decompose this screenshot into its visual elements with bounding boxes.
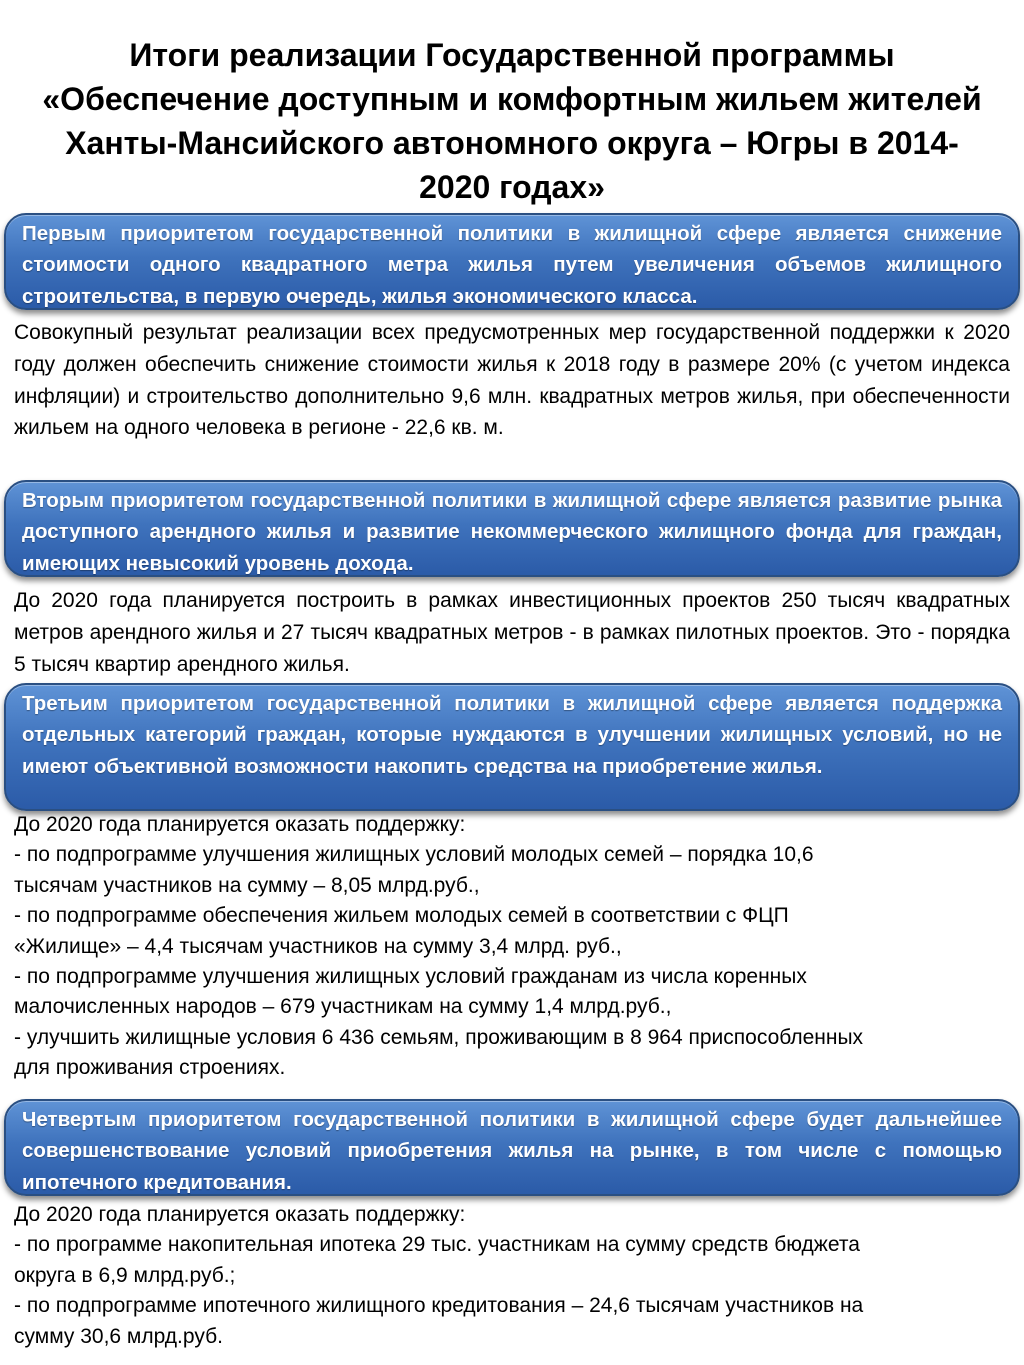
result-3-list — [14, 810, 1014, 1084]
priority-4-box: Четвертым приоритетом государственной политики в жилищной сфере будет дальнейшее совершенствование условий приобретения жилья на рынке, в том числе с помощью ипотечного кредитования. — [4, 1099, 1020, 1196]
result-3-line: До 2020 года планируется оказать поддержку: — [14, 813, 466, 836]
result-4-line: До 2020 года планируется оказать поддержку: — [14, 1203, 466, 1226]
title-line-4: 2020 годах» — [419, 169, 605, 205]
result-4-list — [14, 1200, 1014, 1352]
result-3-line: - по подпрограмме обеспечения жильем молодых семей в соответствии с ФЦП — [14, 904, 789, 928]
result-3-line: тысячам участников на сумму – 8,05 млрд.руб., — [14, 873, 480, 897]
result-2-text: До 2020 года планируется построить в рамках инвестиционных проектов 250 тысяч квадратных метров арендного жилья и 27 тысяч квадратных метров - в рамках пилотных проектов. Это - порядка 5 тысяч квартир арендного жилья. — [14, 589, 1010, 676]
result-4-line: - по программе накопительная ипотека 29 тыс. участникам на сумму средств бюджета — [14, 1233, 860, 1257]
result-4-line: сумму 30,6 млрд.руб. — [14, 1324, 223, 1348]
title-line-1: Итоги реализации Государственной программы — [129, 37, 895, 73]
result-3-line: - по подпрограмме улучшения жилищных условий молодых семей – порядка 10,6 — [14, 843, 814, 867]
page-title — [10, 33, 1014, 209]
title-line-2: «Обеспечение доступным и комфортным жильем жителей — [42, 81, 982, 117]
priority-1-box: Первым приоритетом государственной политики в жилищной сфере является снижение стоимости одного квадратного метра жилья путем увеличения объемов жилищного строительства, в первую очередь, жилья экономического класса. — [4, 213, 1020, 310]
priority-2-box: Вторым приоритетом государственной политики в жилищной сфере является развитие рынка доступного арендного жилья и развитие некоммерческого жилищного фонда для граждан, имеющих невысокий уровень дохода. — [4, 480, 1020, 577]
result-3-line: «Жилище» – 4,4 тысячам участников на сумму 3,4 млрд. руб., — [14, 934, 622, 958]
result-3-line: - по подпрограмме улучшения жилищных условий гражданам из числа коренных — [14, 965, 807, 989]
result-3-line: - улучшить жилищные условия 6 436 семьям, проживающим в 8 964 приспособленных — [14, 1025, 864, 1049]
result-4-line: - по подпрограмме ипотечного жилищного кредитования – 24,6 тысячам участников на — [14, 1294, 864, 1318]
result-4-line: округа в 6,9 млрд.руб.; — [14, 1263, 236, 1287]
result-3-line: малочисленных народов – 679 участникам на сумму 1,4 млрд.руб., — [14, 995, 672, 1019]
priority-3-box: Третьим приоритетом государственной политики в жилищной сфере является поддержка отдельных категорий граждан, которые нуждаются в улучшении жилищных условий, но не имеют объективной возможности накопить средства на приобретение жилья. — [4, 683, 1020, 811]
result-1-text: Совокупный результат реализации всех предусмотренных мер государственной поддержки к 2020 году должен обеспечить снижение стоимости жилья к 2018 году в размере 20% (с учетом индекса инфляции) и строительство дополнительно 9,6 млн. квадратных метров жилья, при обеспеченности жильем на одного человека в регионе - 22,6 кв. м. — [14, 321, 1010, 440]
result-3-line: для проживания строениях. — [14, 1056, 286, 1080]
title-line-3: Ханты-Мансийского автономного округа – Югры в 2014- — [65, 125, 959, 161]
